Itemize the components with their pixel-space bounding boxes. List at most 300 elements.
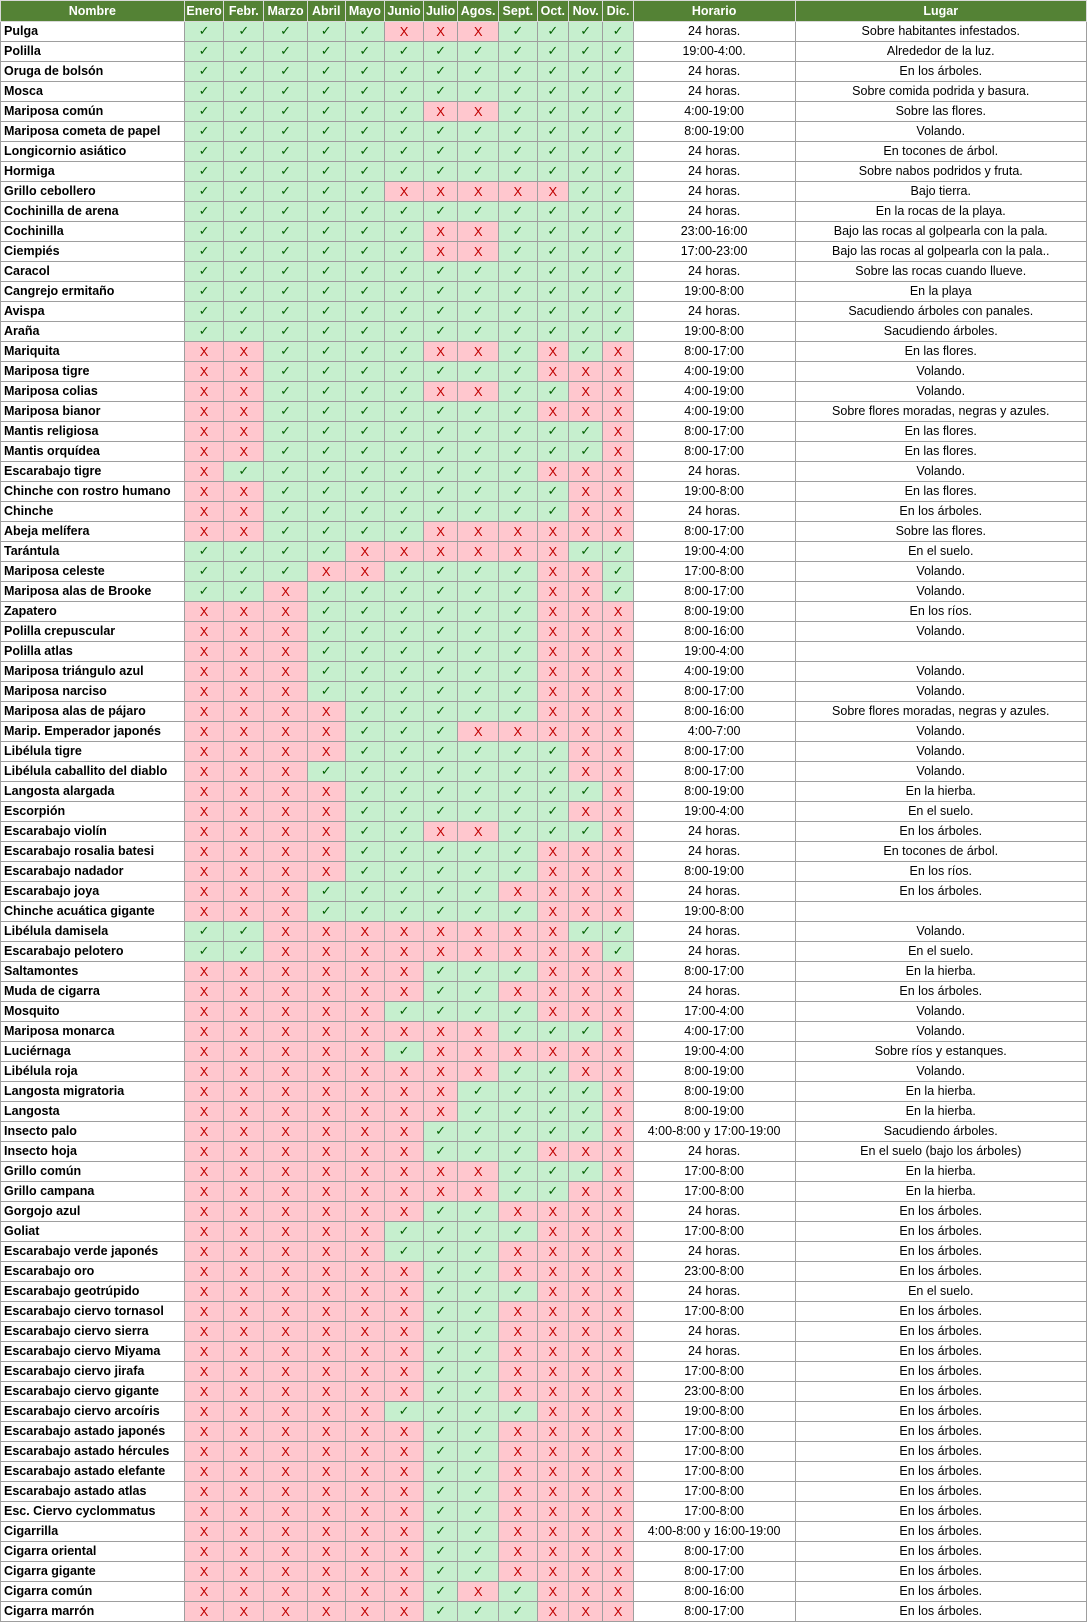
unavailable-x-icon[interactable]: X (423, 542, 457, 562)
available-check-icon[interactable]: ✓ (264, 262, 308, 282)
available-check-icon[interactable]: ✓ (307, 662, 345, 682)
unavailable-x-icon[interactable]: X (499, 982, 538, 1002)
unavailable-x-icon[interactable]: X (224, 962, 264, 982)
unavailable-x-icon[interactable]: X (423, 822, 457, 842)
unavailable-x-icon[interactable]: X (224, 1282, 264, 1302)
available-check-icon[interactable]: ✓ (537, 1102, 568, 1122)
unavailable-x-icon[interactable]: X (568, 582, 602, 602)
unavailable-x-icon[interactable]: X (184, 362, 224, 382)
unavailable-x-icon[interactable]: X (264, 1302, 308, 1322)
available-check-icon[interactable]: ✓ (499, 142, 538, 162)
available-check-icon[interactable]: ✓ (385, 302, 424, 322)
horario-cell[interactable]: 8:00-19:00 (633, 602, 795, 622)
table-row[interactable] (1, 782, 1087, 802)
available-check-icon[interactable]: ✓ (224, 82, 264, 102)
available-check-icon[interactable]: ✓ (423, 1122, 457, 1142)
available-check-icon[interactable]: ✓ (537, 742, 568, 762)
horario-cell[interactable]: 24 horas. (633, 822, 795, 842)
available-check-icon[interactable]: ✓ (224, 22, 264, 42)
available-check-icon[interactable]: ✓ (423, 142, 457, 162)
horario-cell[interactable]: 8:00-17:00 (633, 422, 795, 442)
unavailable-x-icon[interactable]: X (499, 1542, 538, 1562)
available-check-icon[interactable]: ✓ (264, 382, 308, 402)
unavailable-x-icon[interactable]: X (345, 1462, 385, 1482)
table-row[interactable] (1, 942, 1087, 962)
available-check-icon[interactable]: ✓ (345, 262, 385, 282)
unavailable-x-icon[interactable]: X (458, 822, 499, 842)
unavailable-x-icon[interactable]: X (603, 1302, 633, 1322)
unavailable-x-icon[interactable]: X (385, 1162, 424, 1182)
available-check-icon[interactable]: ✓ (385, 502, 424, 522)
insect-name-cell[interactable]: Zapatero (1, 602, 185, 622)
unavailable-x-icon[interactable]: X (385, 1182, 424, 1202)
unavailable-x-icon[interactable]: X (184, 1042, 224, 1062)
unavailable-x-icon[interactable]: X (307, 1062, 345, 1082)
lugar-cell[interactable]: En los árboles. (795, 1442, 1086, 1462)
unavailable-x-icon[interactable]: X (307, 842, 345, 862)
available-check-icon[interactable]: ✓ (458, 902, 499, 922)
available-check-icon[interactable]: ✓ (603, 282, 633, 302)
available-check-icon[interactable]: ✓ (499, 342, 538, 362)
available-check-icon[interactable]: ✓ (537, 242, 568, 262)
horario-cell[interactable]: 24 horas. (633, 1142, 795, 1162)
available-check-icon[interactable]: ✓ (499, 1002, 538, 1022)
available-check-icon[interactable]: ✓ (264, 122, 308, 142)
available-check-icon[interactable]: ✓ (224, 302, 264, 322)
available-check-icon[interactable]: ✓ (307, 522, 345, 542)
unavailable-x-icon[interactable]: X (568, 382, 602, 402)
unavailable-x-icon[interactable]: X (345, 1402, 385, 1422)
available-check-icon[interactable]: ✓ (385, 342, 424, 362)
unavailable-x-icon[interactable]: X (264, 1162, 308, 1182)
insect-name-cell[interactable]: Mariposa alas de Brooke (1, 582, 185, 602)
unavailable-x-icon[interactable]: X (423, 942, 457, 962)
available-check-icon[interactable]: ✓ (307, 222, 345, 242)
table-row[interactable] (1, 702, 1087, 722)
available-check-icon[interactable]: ✓ (184, 542, 224, 562)
available-check-icon[interactable]: ✓ (224, 582, 264, 602)
available-check-icon[interactable]: ✓ (345, 382, 385, 402)
unavailable-x-icon[interactable]: X (537, 922, 568, 942)
available-check-icon[interactable]: ✓ (537, 302, 568, 322)
unavailable-x-icon[interactable]: X (307, 562, 345, 582)
available-check-icon[interactable]: ✓ (603, 182, 633, 202)
unavailable-x-icon[interactable]: X (184, 462, 224, 482)
unavailable-x-icon[interactable]: X (568, 1522, 602, 1542)
available-check-icon[interactable]: ✓ (458, 742, 499, 762)
available-check-icon[interactable]: ✓ (423, 422, 457, 442)
available-check-icon[interactable]: ✓ (423, 82, 457, 102)
table-row[interactable] (1, 902, 1087, 922)
lugar-cell[interactable]: En los árboles. (795, 1502, 1086, 1522)
insect-name-cell[interactable]: Cangrejo ermitaño (1, 282, 185, 302)
unavailable-x-icon[interactable]: X (224, 1602, 264, 1622)
available-check-icon[interactable]: ✓ (499, 1102, 538, 1122)
lugar-cell[interactable]: En el suelo. (795, 942, 1086, 962)
unavailable-x-icon[interactable]: X (264, 782, 308, 802)
horario-cell[interactable]: 8:00-17:00 (633, 962, 795, 982)
unavailable-x-icon[interactable]: X (224, 1562, 264, 1582)
unavailable-x-icon[interactable]: X (224, 522, 264, 542)
unavailable-x-icon[interactable]: X (385, 942, 424, 962)
unavailable-x-icon[interactable]: X (264, 1462, 308, 1482)
unavailable-x-icon[interactable]: X (224, 402, 264, 422)
available-check-icon[interactable]: ✓ (458, 1002, 499, 1022)
available-check-icon[interactable]: ✓ (423, 1282, 457, 1302)
insect-name-cell[interactable]: Escarabajo astado atlas (1, 1482, 185, 1502)
lugar-cell[interactable]: En los árboles. (795, 1362, 1086, 1382)
insect-name-cell[interactable]: Caracol (1, 262, 185, 282)
available-check-icon[interactable]: ✓ (345, 42, 385, 62)
available-check-icon[interactable]: ✓ (385, 482, 424, 502)
lugar-cell[interactable]: En tocones de árbol. (795, 842, 1086, 862)
unavailable-x-icon[interactable]: X (568, 1222, 602, 1242)
unavailable-x-icon[interactable]: X (603, 882, 633, 902)
insect-name-cell[interactable]: Escarabajo astado hércules (1, 1442, 185, 1462)
available-check-icon[interactable]: ✓ (307, 582, 345, 602)
insect-name-cell[interactable]: Mantis orquídea (1, 442, 185, 462)
horario-cell[interactable]: 24 horas. (633, 1202, 795, 1222)
unavailable-x-icon[interactable]: X (224, 502, 264, 522)
available-check-icon[interactable]: ✓ (499, 262, 538, 282)
available-check-icon[interactable]: ✓ (499, 662, 538, 682)
unavailable-x-icon[interactable]: X (307, 1202, 345, 1222)
unavailable-x-icon[interactable]: X (499, 1322, 538, 1342)
unavailable-x-icon[interactable]: X (307, 1602, 345, 1622)
unavailable-x-icon[interactable]: X (385, 962, 424, 982)
horario-cell[interactable]: 24 horas. (633, 262, 795, 282)
table-row[interactable] (1, 842, 1087, 862)
available-check-icon[interactable]: ✓ (224, 942, 264, 962)
available-check-icon[interactable]: ✓ (499, 302, 538, 322)
unavailable-x-icon[interactable]: X (568, 722, 602, 742)
unavailable-x-icon[interactable]: X (537, 1382, 568, 1402)
available-check-icon[interactable]: ✓ (458, 1082, 499, 1102)
unavailable-x-icon[interactable]: X (603, 1122, 633, 1142)
table-row[interactable] (1, 602, 1087, 622)
available-check-icon[interactable]: ✓ (345, 422, 385, 442)
horario-cell[interactable]: 19:00-4:00 (633, 1042, 795, 1062)
available-check-icon[interactable]: ✓ (224, 162, 264, 182)
unavailable-x-icon[interactable]: X (385, 1482, 424, 1502)
available-check-icon[interactable]: ✓ (264, 22, 308, 42)
horario-cell[interactable]: 8:00-17:00 (633, 442, 795, 462)
available-check-icon[interactable]: ✓ (499, 162, 538, 182)
lugar-cell[interactable]: En los árboles. (795, 982, 1086, 1002)
available-check-icon[interactable]: ✓ (264, 322, 308, 342)
unavailable-x-icon[interactable]: X (423, 242, 457, 262)
available-check-icon[interactable]: ✓ (184, 82, 224, 102)
available-check-icon[interactable]: ✓ (423, 782, 457, 802)
available-check-icon[interactable]: ✓ (184, 302, 224, 322)
unavailable-x-icon[interactable]: X (224, 1542, 264, 1562)
available-check-icon[interactable]: ✓ (307, 82, 345, 102)
available-check-icon[interactable]: ✓ (345, 862, 385, 882)
unavailable-x-icon[interactable]: X (499, 1302, 538, 1322)
available-check-icon[interactable]: ✓ (385, 102, 424, 122)
available-check-icon[interactable]: ✓ (307, 502, 345, 522)
available-check-icon[interactable]: ✓ (423, 1362, 457, 1382)
available-check-icon[interactable]: ✓ (385, 262, 424, 282)
available-check-icon[interactable]: ✓ (603, 202, 633, 222)
available-check-icon[interactable]: ✓ (568, 142, 602, 162)
lugar-cell[interactable]: Volando. (795, 582, 1086, 602)
unavailable-x-icon[interactable]: X (224, 422, 264, 442)
unavailable-x-icon[interactable]: X (264, 1362, 308, 1382)
available-check-icon[interactable]: ✓ (307, 482, 345, 502)
unavailable-x-icon[interactable]: X (568, 702, 602, 722)
lugar-cell[interactable]: En los árboles. (795, 822, 1086, 842)
unavailable-x-icon[interactable]: X (537, 702, 568, 722)
available-check-icon[interactable]: ✓ (537, 1182, 568, 1202)
lugar-cell[interactable]: Bajo tierra. (795, 182, 1086, 202)
horario-cell[interactable]: 4:00-8:00 y 16:00-19:00 (633, 1522, 795, 1542)
available-check-icon[interactable]: ✓ (458, 62, 499, 82)
available-check-icon[interactable]: ✓ (224, 322, 264, 342)
unavailable-x-icon[interactable]: X (568, 1302, 602, 1322)
available-check-icon[interactable]: ✓ (499, 482, 538, 502)
unavailable-x-icon[interactable]: X (345, 1042, 385, 1062)
horario-cell[interactable]: 24 horas. (633, 922, 795, 942)
unavailable-x-icon[interactable]: X (264, 1382, 308, 1402)
available-check-icon[interactable]: ✓ (603, 242, 633, 262)
unavailable-x-icon[interactable]: X (385, 22, 424, 42)
table-row[interactable] (1, 382, 1087, 402)
unavailable-x-icon[interactable]: X (264, 1142, 308, 1162)
table-row[interactable] (1, 1162, 1087, 1182)
insect-name-cell[interactable]: Saltamontes (1, 962, 185, 982)
available-check-icon[interactable]: ✓ (458, 762, 499, 782)
available-check-icon[interactable]: ✓ (499, 702, 538, 722)
lugar-cell[interactable]: En los árboles. (795, 502, 1086, 522)
available-check-icon[interactable]: ✓ (537, 82, 568, 102)
available-check-icon[interactable]: ✓ (603, 162, 633, 182)
unavailable-x-icon[interactable]: X (264, 1222, 308, 1242)
unavailable-x-icon[interactable]: X (568, 1202, 602, 1222)
unavailable-x-icon[interactable]: X (264, 1562, 308, 1582)
available-check-icon[interactable]: ✓ (603, 582, 633, 602)
unavailable-x-icon[interactable]: X (264, 582, 308, 602)
available-check-icon[interactable]: ✓ (458, 362, 499, 382)
insect-name-cell[interactable]: Mariposa común (1, 102, 185, 122)
lugar-cell[interactable]: En los árboles. (795, 1562, 1086, 1582)
unavailable-x-icon[interactable]: X (184, 1582, 224, 1602)
unavailable-x-icon[interactable]: X (345, 1482, 385, 1502)
unavailable-x-icon[interactable]: X (603, 1282, 633, 1302)
lugar-cell[interactable]: En la hierba. (795, 782, 1086, 802)
insect-name-cell[interactable]: Escarabajo astado elefante (1, 1462, 185, 1482)
available-check-icon[interactable]: ✓ (423, 482, 457, 502)
available-check-icon[interactable]: ✓ (458, 582, 499, 602)
unavailable-x-icon[interactable]: X (603, 682, 633, 702)
table-row[interactable] (1, 1022, 1087, 1042)
horario-cell[interactable]: 24 horas. (633, 1322, 795, 1342)
unavailable-x-icon[interactable]: X (224, 1322, 264, 1342)
available-check-icon[interactable]: ✓ (537, 1162, 568, 1182)
available-check-icon[interactable]: ✓ (499, 562, 538, 582)
unavailable-x-icon[interactable]: X (184, 1002, 224, 1022)
available-check-icon[interactable]: ✓ (264, 282, 308, 302)
lugar-cell[interactable]: En la hierba. (795, 1082, 1086, 1102)
horario-cell[interactable]: 23:00-8:00 (633, 1262, 795, 1282)
available-check-icon[interactable]: ✓ (458, 442, 499, 462)
available-check-icon[interactable]: ✓ (423, 322, 457, 342)
available-check-icon[interactable]: ✓ (307, 462, 345, 482)
unavailable-x-icon[interactable]: X (184, 1482, 224, 1502)
unavailable-x-icon[interactable]: X (458, 342, 499, 362)
available-check-icon[interactable]: ✓ (423, 582, 457, 602)
unavailable-x-icon[interactable]: X (537, 1442, 568, 1462)
available-check-icon[interactable]: ✓ (603, 122, 633, 142)
available-check-icon[interactable]: ✓ (307, 542, 345, 562)
available-check-icon[interactable]: ✓ (458, 1382, 499, 1402)
available-check-icon[interactable]: ✓ (307, 262, 345, 282)
available-check-icon[interactable]: ✓ (499, 502, 538, 522)
unavailable-x-icon[interactable]: X (224, 1302, 264, 1322)
table-row[interactable] (1, 1442, 1087, 1462)
unavailable-x-icon[interactable]: X (307, 1582, 345, 1602)
lugar-cell[interactable]: En los árboles. (795, 1302, 1086, 1322)
available-check-icon[interactable]: ✓ (568, 822, 602, 842)
available-check-icon[interactable]: ✓ (385, 242, 424, 262)
available-check-icon[interactable]: ✓ (458, 1342, 499, 1362)
unavailable-x-icon[interactable]: X (385, 1462, 424, 1482)
available-check-icon[interactable]: ✓ (537, 262, 568, 282)
unavailable-x-icon[interactable]: X (345, 1142, 385, 1162)
horario-cell[interactable]: 8:00-17:00 (633, 762, 795, 782)
unavailable-x-icon[interactable]: X (345, 1382, 385, 1402)
available-check-icon[interactable]: ✓ (264, 362, 308, 382)
available-check-icon[interactable]: ✓ (499, 62, 538, 82)
unavailable-x-icon[interactable]: X (385, 1522, 424, 1542)
unavailable-x-icon[interactable]: X (603, 1582, 633, 1602)
available-check-icon[interactable]: ✓ (537, 22, 568, 42)
unavailable-x-icon[interactable]: X (603, 402, 633, 422)
unavailable-x-icon[interactable]: X (603, 762, 633, 782)
unavailable-x-icon[interactable]: X (184, 1142, 224, 1162)
unavailable-x-icon[interactable]: X (345, 1262, 385, 1282)
horario-cell[interactable]: 24 horas. (633, 982, 795, 1002)
insect-name-cell[interactable]: Cigarrilla (1, 1522, 185, 1542)
header-nombre[interactable]: Nombre (1, 1, 185, 22)
lugar-cell[interactable]: Sacudiendo árboles. (795, 1122, 1086, 1142)
available-check-icon[interactable]: ✓ (537, 142, 568, 162)
available-check-icon[interactable]: ✓ (423, 802, 457, 822)
lugar-cell[interactable]: Sobre flores moradas, negras y azules. (795, 402, 1086, 422)
available-check-icon[interactable]: ✓ (385, 882, 424, 902)
available-check-icon[interactable]: ✓ (345, 622, 385, 642)
lugar-cell[interactable]: En los árboles. (795, 62, 1086, 82)
available-check-icon[interactable]: ✓ (345, 282, 385, 302)
unavailable-x-icon[interactable]: X (603, 902, 633, 922)
available-check-icon[interactable]: ✓ (264, 422, 308, 442)
insect-name-cell[interactable]: Escarabajo ciervo Miyama (1, 1342, 185, 1362)
available-check-icon[interactable]: ✓ (423, 62, 457, 82)
insect-name-cell[interactable]: Polilla crepuscular (1, 622, 185, 642)
lugar-cell[interactable]: En las flores. (795, 482, 1086, 502)
unavailable-x-icon[interactable]: X (307, 1542, 345, 1562)
available-check-icon[interactable]: ✓ (568, 782, 602, 802)
available-check-icon[interactable]: ✓ (264, 502, 308, 522)
available-check-icon[interactable]: ✓ (264, 522, 308, 542)
lugar-cell[interactable]: Alrededor de la luz. (795, 42, 1086, 62)
unavailable-x-icon[interactable]: X (537, 1362, 568, 1382)
unavailable-x-icon[interactable]: X (537, 682, 568, 702)
unavailable-x-icon[interactable]: X (423, 1102, 457, 1122)
unavailable-x-icon[interactable]: X (264, 1322, 308, 1342)
unavailable-x-icon[interactable]: X (385, 1502, 424, 1522)
horario-cell[interactable]: 8:00-17:00 (633, 522, 795, 542)
available-check-icon[interactable]: ✓ (603, 222, 633, 242)
unavailable-x-icon[interactable]: X (264, 1582, 308, 1602)
unavailable-x-icon[interactable]: X (264, 1202, 308, 1222)
available-check-icon[interactable]: ✓ (499, 242, 538, 262)
table-row[interactable] (1, 522, 1087, 542)
available-check-icon[interactable]: ✓ (423, 1402, 457, 1422)
table-row[interactable] (1, 1302, 1087, 1322)
unavailable-x-icon[interactable]: X (603, 642, 633, 662)
unavailable-x-icon[interactable]: X (537, 1582, 568, 1602)
unavailable-x-icon[interactable]: X (184, 1522, 224, 1542)
horario-cell[interactable]: 4:00-7:00 (633, 722, 795, 742)
unavailable-x-icon[interactable]: X (345, 1282, 385, 1302)
available-check-icon[interactable]: ✓ (423, 442, 457, 462)
available-check-icon[interactable]: ✓ (603, 922, 633, 942)
available-check-icon[interactable]: ✓ (385, 742, 424, 762)
available-check-icon[interactable]: ✓ (307, 42, 345, 62)
available-check-icon[interactable]: ✓ (499, 442, 538, 462)
unavailable-x-icon[interactable]: X (385, 1422, 424, 1442)
horario-cell[interactable]: 8:00-17:00 (633, 1542, 795, 1562)
unavailable-x-icon[interactable]: X (458, 102, 499, 122)
unavailable-x-icon[interactable]: X (307, 1002, 345, 1022)
insect-name-cell[interactable]: Mariposa alas de pájaro (1, 702, 185, 722)
table-row[interactable] (1, 682, 1087, 702)
unavailable-x-icon[interactable]: X (423, 182, 457, 202)
unavailable-x-icon[interactable]: X (184, 1442, 224, 1462)
available-check-icon[interactable]: ✓ (568, 62, 602, 82)
unavailable-x-icon[interactable]: X (184, 1262, 224, 1282)
available-check-icon[interactable]: ✓ (184, 262, 224, 282)
unavailable-x-icon[interactable]: X (264, 662, 308, 682)
unavailable-x-icon[interactable]: X (264, 742, 308, 762)
horario-cell[interactable]: 17:00-8:00 (633, 1222, 795, 1242)
available-check-icon[interactable]: ✓ (264, 162, 308, 182)
unavailable-x-icon[interactable]: X (224, 1082, 264, 1102)
unavailable-x-icon[interactable]: X (537, 1222, 568, 1242)
lugar-cell[interactable]: En los árboles. (795, 1342, 1086, 1362)
unavailable-x-icon[interactable]: X (264, 1442, 308, 1462)
available-check-icon[interactable]: ✓ (307, 182, 345, 202)
unavailable-x-icon[interactable]: X (385, 1562, 424, 1582)
unavailable-x-icon[interactable]: X (224, 1102, 264, 1122)
unavailable-x-icon[interactable]: X (423, 1182, 457, 1202)
available-check-icon[interactable]: ✓ (385, 582, 424, 602)
available-check-icon[interactable]: ✓ (499, 1222, 538, 1242)
unavailable-x-icon[interactable]: X (264, 862, 308, 882)
available-check-icon[interactable]: ✓ (423, 402, 457, 422)
available-check-icon[interactable]: ✓ (385, 382, 424, 402)
horario-cell[interactable]: 17:00-8:00 (633, 1482, 795, 1502)
unavailable-x-icon[interactable]: X (458, 182, 499, 202)
unavailable-x-icon[interactable]: X (603, 822, 633, 842)
available-check-icon[interactable]: ✓ (184, 942, 224, 962)
unavailable-x-icon[interactable]: X (184, 982, 224, 1002)
unavailable-x-icon[interactable]: X (603, 1082, 633, 1102)
unavailable-x-icon[interactable]: X (184, 1242, 224, 1262)
available-check-icon[interactable]: ✓ (307, 882, 345, 902)
available-check-icon[interactable]: ✓ (385, 62, 424, 82)
